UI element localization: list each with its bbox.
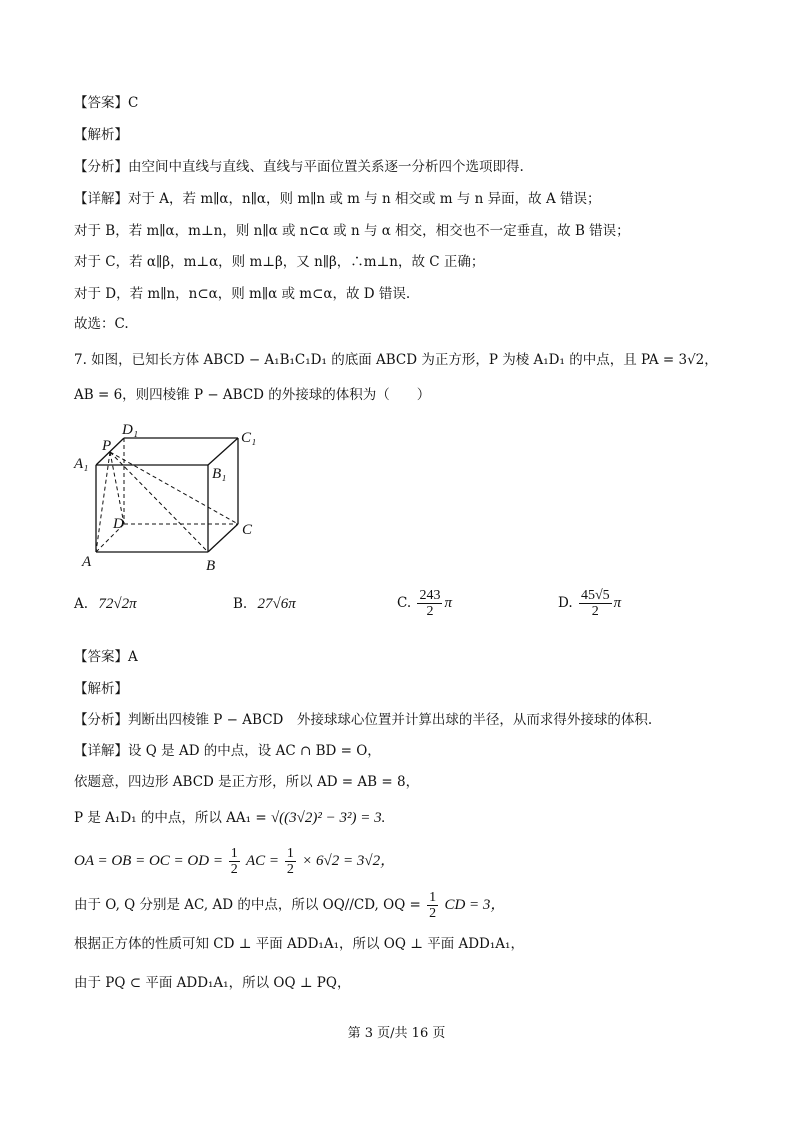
label-d: D xyxy=(113,516,124,532)
q7-step-4: 由于 O, Q 分别是 AC, AD 的中点，所以 OQ//CD, OQ = $\frac{1}{2}$ CD = 3， xyxy=(74,890,506,921)
label-a1: A₁ xyxy=(74,456,89,472)
option-b-analysis: 对于 B，若 m∥α，m⊥n，则 n∥α 或 n⊂α 或 n 与 α 相交，相交也不一定垂直，故 B 错误； xyxy=(74,223,630,239)
analysis-heading: 【解析】 xyxy=(74,127,128,143)
q7-step-3: OA = OB = OC = OD = $\frac{1}{2}$ AC = $\frac{1}{2}$ × 6√2 = 3√2， xyxy=(74,846,396,877)
option-c-letter: C. xyxy=(397,595,412,611)
option-a-letter: A. xyxy=(74,596,89,612)
option-c-fraction: $\frac{243}{2}$ xyxy=(419,588,441,619)
question-7-stem: 7. 如图，已知长方体 ABCD − A₁B₁C₁D₁ 的底面 ABCD 为正方形，P 为棱 A₁D₁ 的中点，且 PA = 3√2， xyxy=(74,352,718,368)
label-b: B xyxy=(206,558,216,574)
q7-analysis-heading: 【解析】 xyxy=(74,681,128,697)
q7-xiangjie: 【详解】设 Q 是 AD 的中点，设 AC ∩ BD = O， xyxy=(74,743,381,759)
label-b1: B₁ xyxy=(212,466,227,482)
option-a[interactable] xyxy=(74,596,137,613)
question-7-stem-cont: AB = 6，则四棱锥 P − ABCD 的外接球的体积为（ ） xyxy=(74,387,431,403)
label-c: C xyxy=(242,522,253,538)
option-c-analysis: 对于 C，若 α∥β，m⊥α，则 m⊥β，又 n∥β，∴m⊥n，故 C 正确； xyxy=(74,254,485,270)
page-footer: 第 3 页/共 16 页 xyxy=(347,1026,446,1041)
option-d-analysis: 对于 D，若 m∥n，n⊂α，则 m∥α 或 m⊂α，故 D 错误. xyxy=(74,286,411,302)
option-b[interactable] xyxy=(233,596,296,613)
option-d-letter: D. xyxy=(558,595,573,611)
choice-line: 故选：C. xyxy=(74,316,129,332)
q7-answer: 【答案】A xyxy=(74,649,138,665)
q7-step-5: 根据正方体的性质可知 CD ⊥ 平面 ADD₁A₁，所以 OQ ⊥ 平面 ADD₁A₁， xyxy=(74,936,524,952)
fenxi-line: 【分析】由空间中直线与直线、直线与平面位置关系逐一分析四个选项即得. xyxy=(74,159,524,175)
q7-fenxi: 【分析】判断出四棱锥 P − ABCD 外接球球心位置并计算出球的半径，从而求得外接球的体积. xyxy=(74,712,653,728)
answer-line: 【答案】C xyxy=(74,95,139,111)
option-b-value: 27√6π xyxy=(257,596,296,612)
label-a: A xyxy=(82,554,92,570)
q7-step-2: P 是 A₁D₁ 的中点，所以 AA₁ = √((3√2)² − 3²) = 3. xyxy=(74,810,386,826)
option-a-value: 72√2π xyxy=(98,596,137,612)
option-d[interactable]: D. $\frac{45√5}{2}$ π xyxy=(558,588,622,619)
label-p: P xyxy=(102,438,112,454)
xiangjie-line: 【详解】对于 A，若 m∥α，n∥α，则 m∥n 或 m 与 n 相交或 m 与 n 异面，故 A 错误； xyxy=(74,191,601,207)
option-b-letter: B. xyxy=(233,596,248,612)
label-c1: C₁ xyxy=(241,430,257,446)
option-c[interactable]: C. $\frac{243}{2}$ π xyxy=(397,588,452,619)
option-d-fraction: $\frac{45√5}{2}$ xyxy=(580,588,610,619)
cuboid-figure xyxy=(70,418,270,578)
q7-step-1: 依题意，四边形 ABCD 是正方形，所以 AD = AB = 8， xyxy=(74,774,420,790)
label-d1: D₁ xyxy=(122,422,139,438)
q7-step-6: 由于 PQ ⊂ 平面 ADD₁A₁，所以 OQ ⊥ PQ， xyxy=(74,975,351,991)
